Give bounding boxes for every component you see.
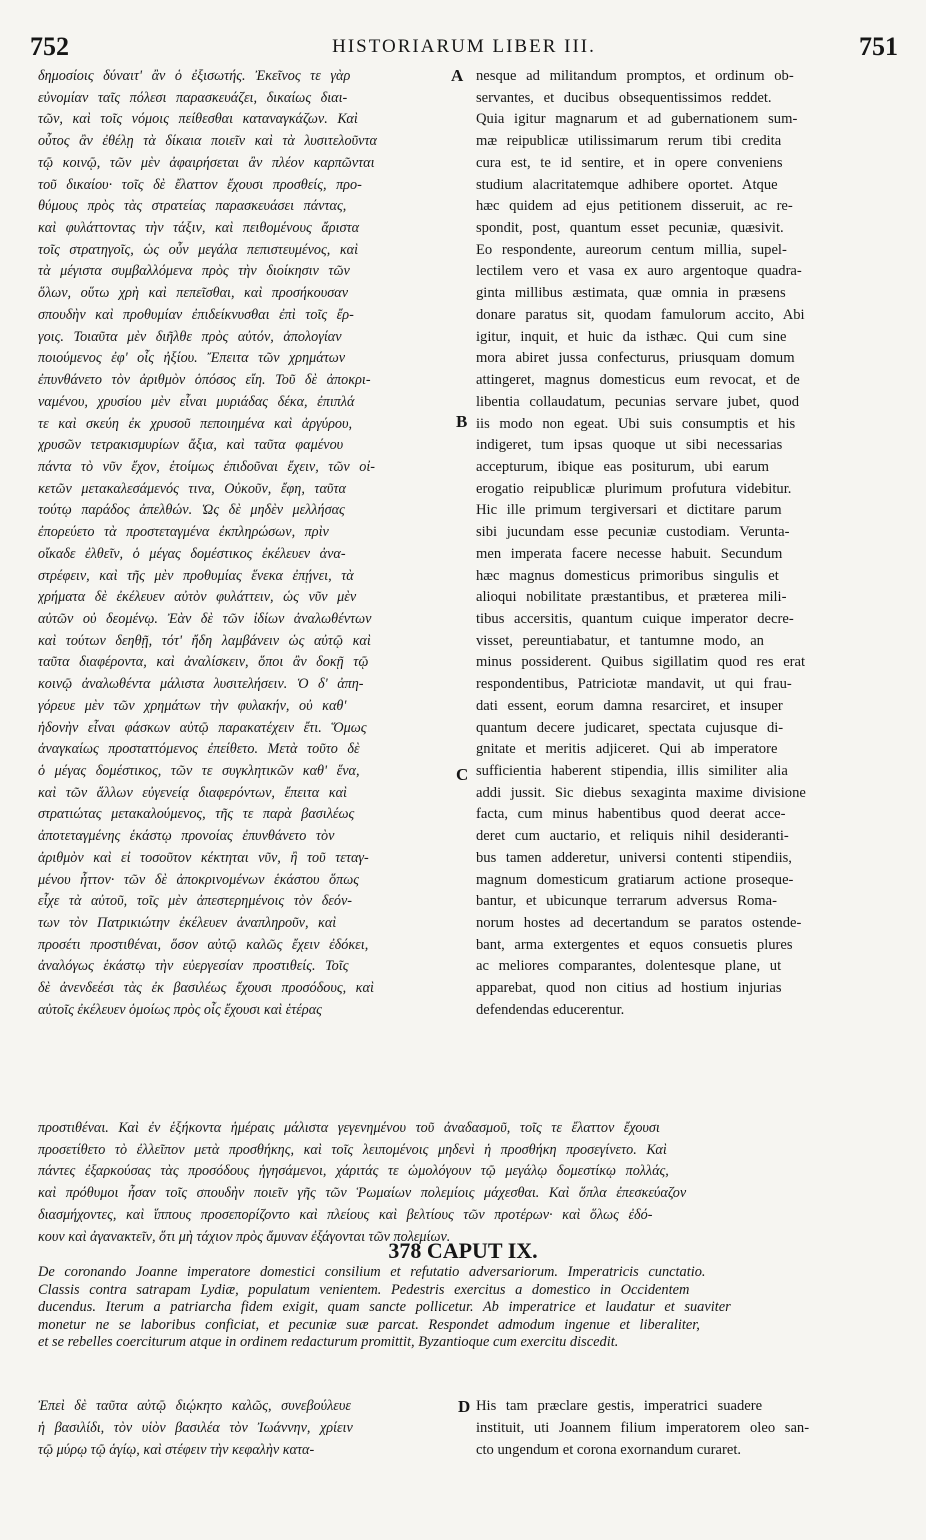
greek-text-line: ταῦτα διαφέροντα, καὶ ἀναλίσκειν, ὅποι ἂν δοκῇ τῷ [38,654,369,671]
latin-text-line: ac meliores comparantes, dolentesque plane, ut [476,958,782,975]
greek-text-line: ἐπυνθάνετο τὸν ἀριθμὸν ὁπόσος εἴη. Τοῦ δὲ ἀποκρι- [38,372,371,389]
greek-text-line: στρέφειν, καὶ τῆς μὲν προθυμίας ἕνεκα ἐπῄνει, τὰ [38,567,354,584]
latin-text-line: iis modo non egeat. Ubi suis consumptis et his [476,415,796,432]
greek-text-line: τοῦ δικαίου· τοῖς δὲ ἔλαττον ἔχουσι προσθείς, προ- [38,176,362,193]
latin-column-top [476,66,892,1022]
latin-text-line: minus possiderent. Quibus sigillatim quod res erat [476,654,806,671]
latin-text-line: deret cum auctario, et reliquis nihil desideranti- [476,828,789,845]
greek-text-line: τοῖς στρατηγοῖς, ὡς οὖν μεγάλα πεπιστευμένος, καὶ [38,241,359,258]
latin-text-line: indigeret, tum ipsas quoque ut sibi necessarias [476,437,783,454]
latin-text-line: sibi jucundam esse pecuniæ custodiam. Veruntа- [476,524,790,541]
summary-line: Classis contra satrapam Lydiæ, populatum venientem. Pedestris exercitus a domestico in Occidentem [38,1281,690,1298]
latin-text-line: erogatio reipublicæ plurimum profutura videbitur. [476,480,792,497]
latin-text-line: norum hostes ad decertandum se paratos ostende- [476,915,802,932]
greek-text-line: Ἐπεὶ δὲ ταῦτα αὐτῷ διῴκητο καλῶς, συνεβούλευε [38,1398,351,1414]
greek-text-line: καὶ τούτων δεηθῇ, τότ' ἤδη λαμβάνειν ὡς αὐτῷ καὶ [38,632,371,649]
latin-text-line: men imperata facere necesse habuit. Secundum [476,545,783,562]
latin-text-line: facta, cum minus habentibus quod deerat acce- [476,806,786,823]
greek-text-line: ἀποτεταγμένης ἑκάστῳ προνοίας ἐπυνθάνετο τὸν [38,828,335,845]
latin-text-line: studium alacritatemque adhibere oportet. Atque [476,176,778,193]
summary-line: De coronando Joanne imperatore domestici consilium et refutatio adversariorum. Imperatricis cunctatio. [38,1264,706,1280]
page-number-right: 751 [859,32,898,61]
greek-column-bottom [38,1395,462,1461]
greek-text-line: τὰ μέγιστα συμβαλλόμενα πρὸς τὴν διοίκησιν τῶν [38,263,350,280]
latin-text-line: defendendas educerentur. [476,1001,625,1018]
latin-text-line: sufficientia haberent stipendia, illis similiter alia [476,763,788,779]
greek-text-line: ὁ μέγας δομέστικος, τῶν τε συγκλητικῶν καθ' ἕνα, [38,763,360,779]
greek-text-line: στρατιώτας μετακαλούμενος, τῆς τε παρὰ βασιλέως [38,806,355,823]
greek-text-line: κετῶν μετακαλεσάμενός τινα, Οὐκοῦν, ἔφη, ταῦτα [38,480,346,497]
greek-text-line: ἀναγκαίως προσταττόμενος ἐπείθετο. Μετὰ τοῦτο δὲ [38,741,360,758]
greek-text-line: κουν καὶ ἀγανακτεῖν, ὅτι μὴ τάχιον πρὸς ἄμυναν ἐξάγονται τῶν πολεμίων. [38,1228,451,1245]
latin-text-line: His tam præclare gestis, imperatrici suadere [476,1398,763,1414]
running-title: HISTORIARUM LIBER III. [332,36,596,57]
latin-text-line: visset, pereuntiabatur, et tantumne modo, an [476,632,764,649]
latin-text-line: lectilem vero et vasa ex auro argentoque quadra- [476,263,802,280]
greek-text-line: πάντα τὸ νῦν ἔχον, ἑτοίμως ἐπιδοῦναι ἔχειν, τῶν οἰ- [38,458,375,475]
greek-text-line: οὗτος ἂν ἐθέλῃ τὰ δίκαια ποιεῖν καὶ τὰ λυσιτελοῦντα [38,133,377,150]
latin-text-line: donare paratus sit, quodam famulorum accito, Abi [476,306,805,323]
chapter-title: CAPUT IX. [426,1238,538,1263]
latin-text-line: tibus accersitis, quantum cuique imperator decre- [476,610,794,627]
latin-text-line: respondentibus, Patriciotæ mandavit, ut qui frau- [476,676,792,693]
chapter-marginal-number: 378 [388,1238,422,1263]
margin-letter-d: D [458,1397,471,1416]
greek-text-line: των τὸν Πατρικιώτην ἐκέλευεν ἀναπληροῦν, καὶ [38,915,337,932]
latin-text-line: bus tamen adderetur, universi contenti stipendiis, [476,849,792,866]
greek-column-top [38,66,462,1022]
greek-text-line: προσετίθετο τὸ ἐλλεῖπον μετὰ προσθήκης, καὶ τοῖς λειπομένοις μηδενὶ ἡ προσθήκη προσεγίνετο. Καὶ [38,1141,667,1158]
greek-text-line: εὐνομίαν ταῖς πόλεσι παρασκευάζει, δικαίως διαι- [38,89,348,106]
greek-text-line: οἴκαδε ἐλθεῖν, ὁ μέγας δομέστικος ἐκέλευεν ἀνα- [38,545,346,562]
margin-letter-b: B [456,412,468,431]
chapter-summary [38,1264,892,1352]
latin-text-line: accepturum, ibique eas positurum, ubi earum [476,458,770,475]
latin-text-line: bant, arma extergentes et equos consuetis plures [476,936,793,953]
greek-text-line: καὶ τῶν ἄλλων εὐγενείᾳ διαφερόντων, ἔπειτα καὶ [38,784,347,801]
greek-text-line: προσέτι προστιθέναι, ὅσον αὐτῷ καλῶς ἔχειν ἐδόκει, [38,936,369,953]
greek-text-line: τῶν, καὶ τοῖς νόμοις πείθεσθαι καταναγκάζων. Καὶ [38,111,358,128]
summary-line: ducendus. Iterum a patriarcha fidem exigit, quam sancte pollicetur. Ab imperatrice et laudatur et suaviter [38,1299,731,1315]
greek-text-line: πάντες ἐξαρκούσας τὰς προσόδους ἡγησάμενοι, χάριτάς τε ὡμολόγουν τῷ μεγάλῳ δομεστίκῳ πολλάς, [38,1163,669,1180]
latin-column-bottom [476,1395,892,1461]
greek-text-line: τῷ μύρῳ τῷ ἁγίῳ, καὶ στέφειν τὴν κεφαλὴν κατα- [38,1442,315,1458]
margin-letter-c: C [456,765,469,784]
latin-text-line: instituit, uti Joannem filium imperatorem oleo san- [476,1420,810,1436]
chapter-heading [0,1238,926,1264]
latin-text-line: dati essent, eorum damna resarciret, et insuper [476,697,783,714]
latin-text-line: attingeret, magnus domesticus eum revocat, et de [476,372,800,389]
greek-text-line: μένου ἧττον· τῶν δὲ ἀποκρινομένων ἑκάστου ὅπως [38,871,360,888]
latin-text-line: addi jussit. Sic diebus sexaginta maxime divisione [476,784,806,801]
greek-text-line: γοις. Τοιαῦτα μὲν διῆλθε πρὸς αὐτόν, ἀπολογίαν [38,328,342,345]
greek-text-line: κοινῷ ἀναλωθέντα μάλιστα λυσιτελήσειν. Ὁ δ' ἀπη- [38,676,364,693]
greek-text-line: καὶ πρόθυμοι ἦσαν τοῖς σπουδὴν ποιεῖν γῆς τῶν Ῥωμαίων πολεμίοις μάχεσθαι. Καὶ ὅπλα ἐπεσκεύαζον [38,1185,687,1202]
latin-text-line: ginta millibus æstimata, quæ omnia in præsens [476,285,786,302]
greek-text-line: δημοσίοις δύναιτ' ἂν ὁ ἐξισωτής. Ἐκεῖνος τε γὰρ [38,68,351,84]
latin-text-line: hæc quidem ad ejus petitionem disseruit, ac re- [476,198,793,215]
latin-text-line: bantur, et ubicunque terrarum adversus Roma- [476,893,777,910]
latin-text-line: apparebat, quod non citius ad hostium injurias [476,980,782,997]
greek-full-width-paragraph [38,1118,892,1248]
greek-text-line: χρήματα δὲ ἐκέλευεν αὐτὸν φυλάττειν, ὡς νῦν μὲν [38,589,357,606]
latin-text-line: mæ reipublicæ utilissimarum rerum tibi credita [476,133,782,150]
latin-text-line: mora abiret jussa confecturus, priusquam domum [476,350,795,367]
greek-text-line: τῷ κοινῷ, τῶν μὲν ἀφαιρήσεται ἂν πλέον καρπῶνται [38,154,375,171]
latin-text-line: Hic ille primum tergiversari et dictitare parum [476,502,782,519]
greek-text-line: ἐπορεύετο τὰ προστεταγμένα ἐκπληρώσων, πρὶν [38,524,329,541]
greek-text-line: αὐτῶν οὐ δεομένῳ. Ἐὰν δὲ τῶν ἰδίων ἀναλωθέντων [38,610,372,627]
latin-text-line: servantes, et ducibus obsequentissimos reddet. [476,89,772,106]
margin-letter-a: A [451,66,464,85]
greek-text-line: χρυσῶν τετρακισμυρίων ἄξια, καὶ ταῦτα φαμένου [38,437,344,454]
greek-text-line: δὲ ἀνενδεέσι τὰς ἐκ βασιλέως ἔχουσι προσόδους, καὶ [38,980,374,997]
greek-text-line: προστιθέναι. Καὶ ἐν ἑξήκοντα ἡμέραις μάλιστα γεγενημένου τοῦ ἀναδασμοῦ, τοῖς τε ἔλαττον ἔχουσι [38,1120,660,1136]
latin-text-line: alioqui nobilitate præstantibus, et præterea mili- [476,589,787,606]
running-header [30,32,898,62]
greek-text-line: ἡ βασιλίδι, τὸν υἱὸν βασιλέα τὸν Ἰωάννην, χρίειν [38,1420,353,1436]
page-number-left: 752 [30,32,69,61]
greek-text-line: ἀριθμὸν καὶ εἰ τοσοῦτον κέκτηται νῦν, ἢ τοῦ τεταγ- [38,849,369,866]
summary-line: monetur ne se laboribus conficiat, et pecuniæ suæ parcat. Respondet admodum ingenue et liberaliter, [38,1316,700,1333]
latin-text-line: libentia collaudatum, pecunias servare jubet, quod [476,393,799,410]
summary-line: et se rebelles coerciturum atque in ordinem redacturum promittit, Byzantioque cum exercitu discedit. [38,1334,619,1350]
latin-text-line: cura est, te id sentire, et in opere conveniens [476,154,783,171]
latin-text-line: Quia igitur magnarum et ad gubernationem sum- [476,111,798,128]
latin-text-line: spondit, post, quantum esset pecuniæ, quæsivit. [476,220,784,237]
greek-text-line: εἶχε τὰ αὐτοῦ, τοῖς μὲν ἀπεστερημένοις τὸν δεόν- [38,893,353,910]
greek-text-line: ναμένου, χρυσίου μὲν εἶναι μυριάδας δέκα, ἐπιπλά [38,393,355,410]
greek-text-line: ἀναλόγως ἑκάστῳ τὴν εὐεργεσίαν προστιθείς. Τοῖς [38,958,349,975]
latin-text-line: Eo respondente, aureorum centum millia, supel- [476,241,787,258]
latin-text-line: quantum decere judicaret, spectata cujusque di- [476,719,784,736]
greek-text-line: καὶ φυλάττοντας τὴν τάξιν, καὶ πειθομένους ἄριστα [38,220,360,237]
greek-text-line: τε καὶ σκεύη ἐκ χρυσοῦ πεποιημένα καὶ ἀργύρου, [38,415,353,432]
greek-text-line: αὐτοῖς ἐκέλευεν ὁμοίως πρὸς οἷς ἔχουσι καὶ ἑτέρας [38,1001,322,1018]
latin-text-line: magnum domesticum gratiarum actione proseque- [476,871,794,888]
greek-text-line: ἡδονὴν εἶναι φάσκων αὐτῷ παρακατέχειν ἔτι. Ὅμως [38,719,367,736]
latin-text-line: gnitate et meritis adjiceret. Qui ab imperatore [476,741,778,758]
latin-text-line: igitur, inquit, et huic da isthæc. Qui cum sine [476,328,787,345]
greek-text-line: διασμήχοντες, καὶ ἵππους προσεπορίζοντο καὶ πλείους καὶ βελτίους τῶν προτέρων· καὶ ὅλως ἐδό- [38,1206,653,1223]
greek-text-line: θύμους πρὸς τὰς στρατείας παρασκευάσει πάντας, [38,198,347,215]
latin-text-line: cto ungendum et corona exornandum curaret. [476,1442,742,1458]
latin-text-line: nesque ad militandum promptos, et ordinum ob- [476,68,794,84]
latin-text-line: hæc magnus domesticus primoribus singulis et [476,567,779,584]
greek-text-line: ὅλων, οὕτω χρὴ καὶ πεπεῖσθαι, καὶ προσήκουσαν [38,285,349,302]
greek-text-line: τούτῳ παράδος ἀπελθών. Ὡς δὲ μηδὲν μελλήσας [38,502,345,519]
greek-text-line: ποιούμενος ἐφ' οἷς ἠξίου. Ἔπειτα τῶν χρημάτων [38,350,346,367]
greek-text-line: σπουδὴν καὶ προθυμίαν ἐπιδείκνυσθαι ἐπὶ τοῖς ἔρ- [38,306,354,323]
greek-text-line: γόρευε μὲν τῶν χρημάτων τὴν φυλακήν, οὐ καθ' [38,697,347,714]
